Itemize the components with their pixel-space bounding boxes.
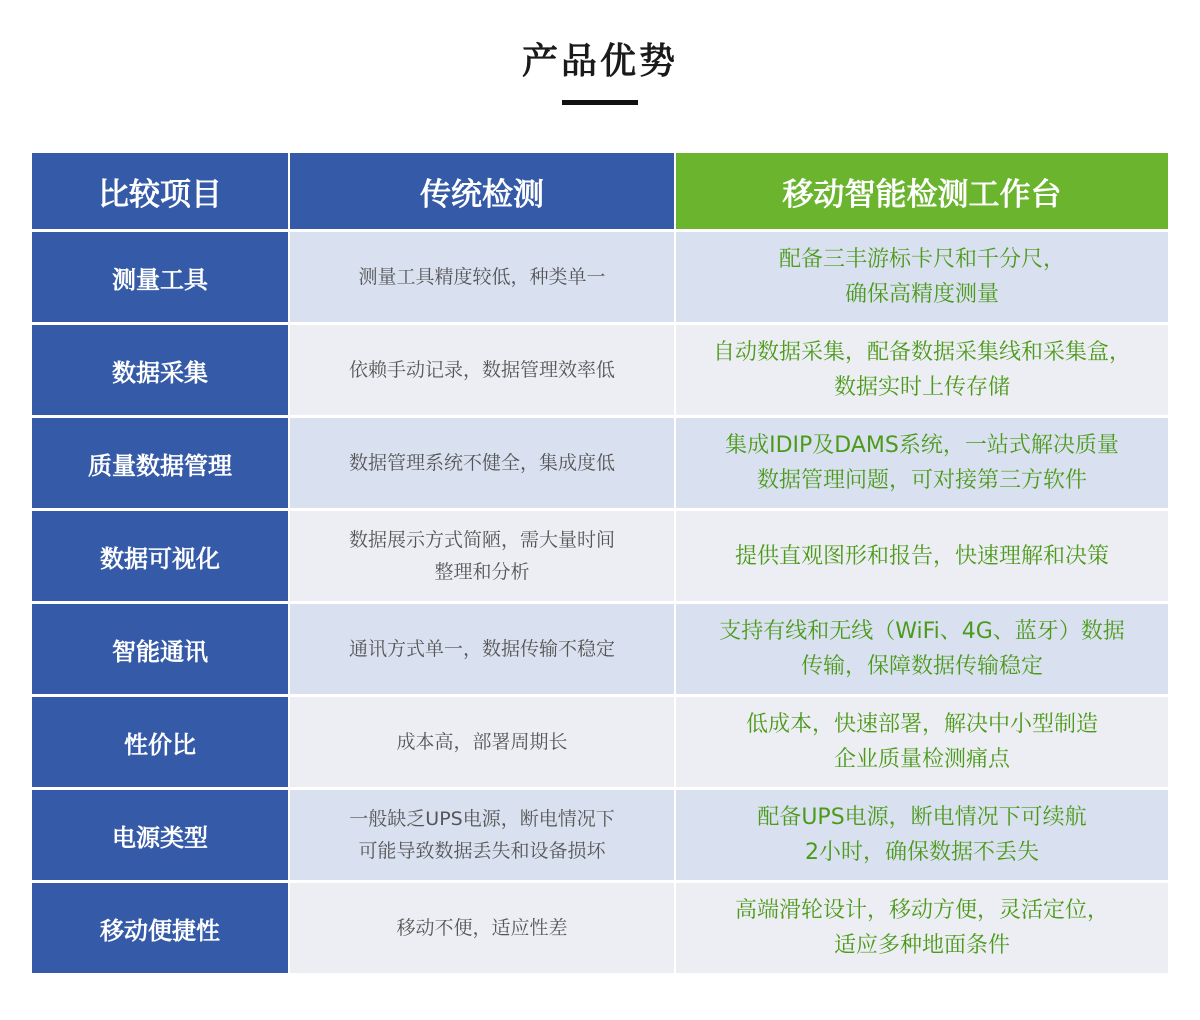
traditional-text-line: 测量工具精度较低，种类单一 [358, 266, 606, 288]
mobile-cell [676, 511, 1168, 601]
traditional-cell [290, 511, 674, 601]
traditional-cell [290, 883, 674, 973]
mobile-text-line: 2小时，确保数据不丢失 [805, 840, 1039, 865]
mobile-text-line: 支持有线和无线（WiFi、4G、蓝牙）数据 [719, 619, 1125, 644]
traditional-text-line: 移动不便，适应性差 [396, 917, 568, 939]
mobile-cell [676, 418, 1168, 508]
mobile-text-line: 数据管理问题，可对接第三方软件 [756, 468, 1087, 493]
header-mobile-workstation: 移动智能检测工作台 [676, 153, 1168, 229]
traditional-text-line: 一般缺乏UPS电源，断电情况下 [349, 808, 615, 830]
row-label: 智能通讯 [32, 604, 288, 694]
mobile-cell [676, 232, 1168, 322]
traditional-cell [290, 697, 674, 787]
mobile-cell [676, 883, 1168, 973]
header-traditional: 传统检测 [290, 153, 674, 229]
traditional-cell [290, 790, 674, 880]
mobile-cell [676, 790, 1168, 880]
mobile-text-line: 自动数据采集，配备数据采集线和采集盒， [712, 340, 1131, 365]
traditional-cell [290, 232, 674, 322]
traditional-text-line: 依赖手动记录，数据管理效率低 [348, 359, 615, 381]
comparison-table [32, 153, 1168, 972]
page-title: 产品优势 [521, 41, 678, 82]
traditional-text-line: 数据管理系统不健全，集成度低 [348, 452, 615, 474]
title-underline [562, 100, 638, 105]
traditional-text-line: 成本高，部署周期长 [396, 731, 568, 753]
mobile-text-line: 配备UPS电源，断电情况下可续航 [757, 805, 1087, 830]
mobile-text-line: 高端滑轮设计，移动方便，灵活定位， [734, 898, 1109, 923]
mobile-cell [676, 604, 1168, 694]
mobile-text-line: 企业质量检测痛点 [833, 747, 1010, 772]
row-label: 测量工具 [32, 232, 288, 322]
traditional-text-line: 数据展示方式简陋，需大量时间 [348, 529, 615, 551]
mobile-text-line: 数据实时上传存储 [833, 375, 1010, 400]
mobile-text-line: 确保高精度测量 [844, 282, 999, 307]
traditional-text-line: 整理和分析 [434, 561, 530, 583]
row-label: 数据可视化 [32, 511, 288, 601]
mobile-cell [676, 325, 1168, 415]
row-label: 移动便捷性 [32, 883, 288, 973]
traditional-cell [290, 418, 674, 508]
traditional-cell [290, 604, 674, 694]
mobile-text-line: 集成IDIP及DAMS系统，一站式解决质量 [725, 433, 1119, 458]
row-label: 质量数据管理 [32, 418, 288, 508]
row-label: 数据采集 [32, 325, 288, 415]
row-label: 电源类型 [32, 790, 288, 880]
mobile-text-line: 提供直观图形和报告，快速理解和决策 [734, 543, 1109, 569]
mobile-text-line: 配备三丰游标卡尺和千分尺， [778, 247, 1065, 272]
traditional-text-line: 可能导致数据丢失和设备损坏 [358, 840, 606, 862]
traditional-text-line: 通讯方式单一，数据传输不稳定 [348, 638, 615, 660]
header-compare-item: 比较项目 [32, 153, 288, 229]
mobile-cell [676, 697, 1168, 787]
mobile-text-line: 传输，保障数据传输稳定 [800, 654, 1043, 679]
row-label: 性价比 [32, 697, 288, 787]
mobile-text-line: 适应多种地面条件 [833, 933, 1010, 958]
traditional-cell [290, 325, 674, 415]
mobile-text-line: 低成本，快速部署，解决中小型制造 [745, 712, 1098, 737]
